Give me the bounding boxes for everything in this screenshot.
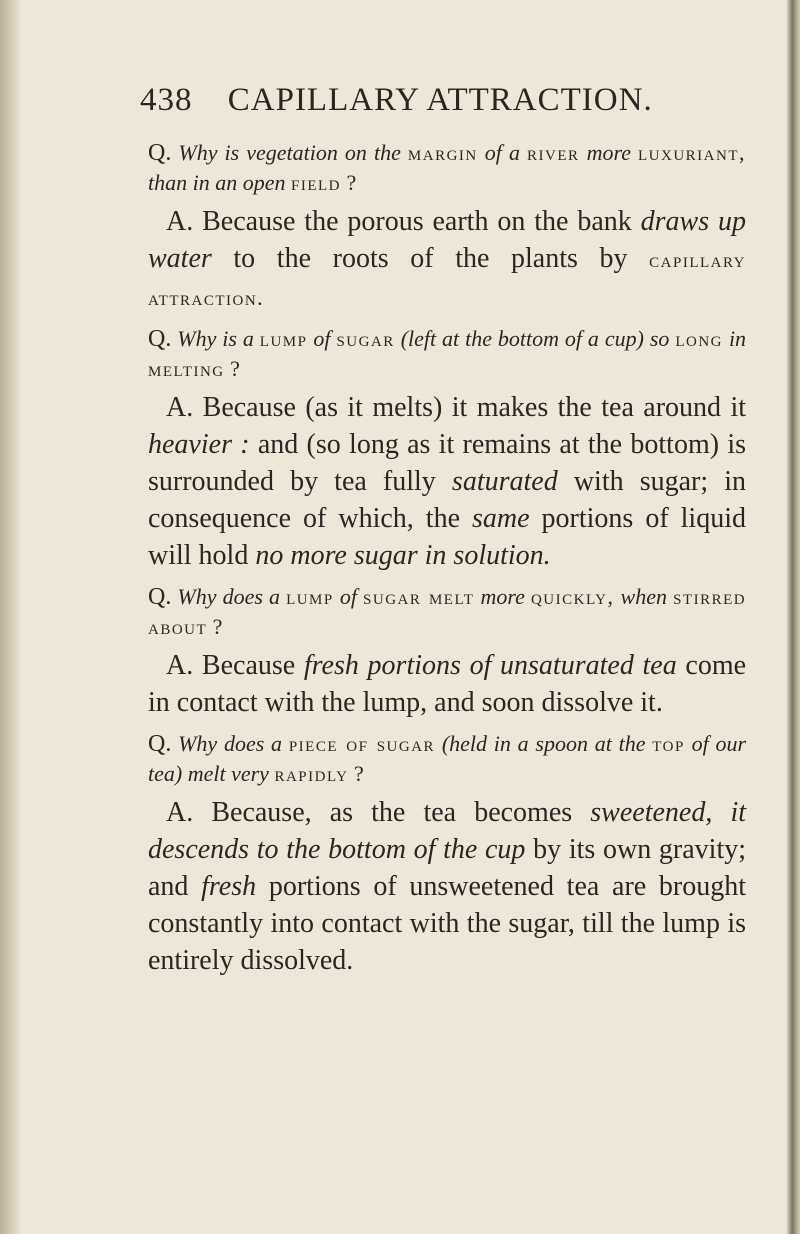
text-run: Why is a [177,326,254,351]
text-run: luxuriant, [638,140,747,165]
running-header [140,82,740,119]
text-run: (held in a spoon at the [441,731,646,756]
text-run: lump [286,584,334,609]
text-run: in [728,326,747,351]
text-run: Why does a [178,731,283,756]
answer [148,794,746,979]
question [148,729,746,788]
text-run: saturated [451,466,558,497]
text-run: of [339,584,357,609]
text-run: more [586,140,631,165]
text-run: A. [166,392,194,423]
text-run: to the roots of the plants by [233,243,628,274]
text-run: Because [201,650,296,681]
text-run: long [675,326,724,351]
text-run: stirred about [148,584,747,639]
question [148,324,746,383]
text-run: Q. [148,326,172,352]
text-run: Why does a [177,584,280,609]
page-number: 438 [140,82,193,118]
answer [148,647,746,721]
text-run: same [472,503,530,534]
text-run: lump [259,326,308,351]
text-run: fresh [201,871,257,902]
text-run: no more sugar in solution. [255,540,551,571]
text-run: by its own gravity; and [148,834,746,902]
text-run: heavier : [148,429,250,460]
text-run: when [620,584,667,609]
answer [148,389,746,574]
text-run: A. [166,206,194,237]
text-run: A. [166,650,194,681]
text-run: more [480,584,525,609]
text-run: ? [230,356,240,381]
text-run: ? [212,614,223,639]
text-run: A. [166,797,194,828]
text-run: top [652,731,685,756]
text-run: of a [484,140,520,165]
text-run: with sugar; in consequence of which, the [148,466,747,534]
text-run: Q. [148,731,172,757]
text-run: margin [407,140,478,165]
text-run: ? [353,761,364,786]
question [148,138,746,197]
text-run: it descends to the bottom of the cup [148,797,747,865]
text-run: piece of sugar [288,731,436,756]
page-right-edge [786,0,800,1234]
text-run: Because (as it melts) it makes the tea around it [202,392,747,423]
text-run: than in an open [148,170,286,195]
text-run: river [527,140,580,165]
text-run: field [291,170,341,195]
answer [148,203,746,316]
text-run: melting [148,356,225,381]
text-run: quickly, [530,584,615,609]
question [148,582,746,641]
text-run: Because, as the tea becomes [211,797,573,828]
text-run: Q. [148,584,172,610]
text-run: fresh portions of unsaturated tea [303,650,677,681]
text-run: draws up water [148,206,747,274]
text-run: (left at the bottom of a cup) so [400,326,670,351]
text-run: come in contact with the lump, and soon dissolve it. [148,650,747,718]
text-run: sugar [336,326,395,351]
text-run: Q. [148,140,172,166]
text-run: of [313,326,331,351]
text-run: portions of unsweetened tea are brought constantly into contact with the sugar, till the lump is entirely dissolved. [148,871,747,976]
body-text [148,138,746,987]
text-run: Because the porous earth on the bank [202,206,632,237]
text-run: and (so long as it remains at the bottom) is surrounded by tea fully [148,429,746,497]
text-run: rapidly [274,761,349,786]
text-run: portions of liquid will hold [148,503,746,571]
text-run: Why is vegetation on the [178,140,401,165]
text-run: sweetened, [590,797,713,828]
text-run: of our tea) melt very [148,731,747,786]
text-run: sugar melt [363,584,475,609]
text-run: ? [346,170,357,195]
chapter-title: CAPILLARY ATTRACTION. [227,82,653,118]
text-run: capillary attraction. [148,247,747,310]
